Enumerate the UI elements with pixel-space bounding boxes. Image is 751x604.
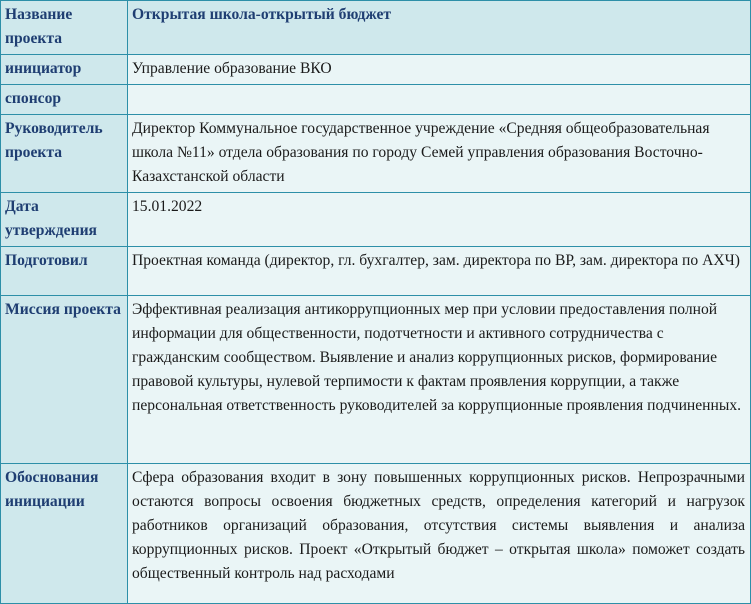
value-approval-date: 15.01.2022 — [128, 193, 751, 247]
table-row-project-manager — [1, 115, 751, 193]
label-project-manager: Руководитель проекта — [1, 115, 128, 193]
table-row-sponsor — [1, 85, 751, 115]
label-prepared-by: Подготовил — [1, 247, 128, 296]
table-row-prepared-by — [1, 247, 751, 296]
label-initiator: инициатор — [1, 55, 128, 85]
value-initiator: Управление образование ВКО — [128, 55, 751, 85]
table-row-project-name — [1, 1, 751, 55]
table-row-initiator — [1, 55, 751, 85]
value-project-name: Открытая школа-открытый бюджет — [128, 1, 751, 55]
table-row-justification — [1, 464, 751, 604]
value-sponsor — [128, 85, 751, 115]
label-justification: Обоснования инициации — [1, 464, 128, 604]
value-project-manager: Директор Коммунальное государственное учреждение «Средняя общеобразовательная школа №11» отдела образования по городу Семей управления образования Восточно-Казахстанской области — [128, 115, 751, 193]
value-prepared-by: Проектная команда (директор, гл. бухгалтер, зам. директора по ВР, зам. директора по АХЧ) — [128, 247, 751, 296]
label-project-name: Название проекта — [1, 1, 128, 55]
label-mission: Миссия проекта — [1, 296, 128, 464]
table-row-approval-date — [1, 193, 751, 247]
table-row-mission — [1, 296, 751, 464]
value-mission: Эффективная реализация антикоррупционных мер при условии предоставления полной информации для общественности, подотчетности и активного сотрудничества с гражданским сообществом. Выявление и анализ коррупционных рисков, формирование правовой культуры, нулевой терпимости к фактам проявления коррупции, а также персональная ответственность руководителей за коррупционные проявления подчиненных. — [128, 296, 751, 464]
label-sponsor: спонсор — [1, 85, 128, 115]
value-justification: Сфера образования входит в зону повышенных коррупционных рисков. Непрозрачными остаются вопросы освоения бюджетных средств, определения категорий и нагрузок работников организаций образования, отсутствия системы выявления и анализа коррупционных рисков. Проект «Открытый бюджет – открытая школа» поможет создать общественный контроль над расходами — [128, 464, 751, 604]
label-approval-date: Дата утверждения — [1, 193, 128, 247]
